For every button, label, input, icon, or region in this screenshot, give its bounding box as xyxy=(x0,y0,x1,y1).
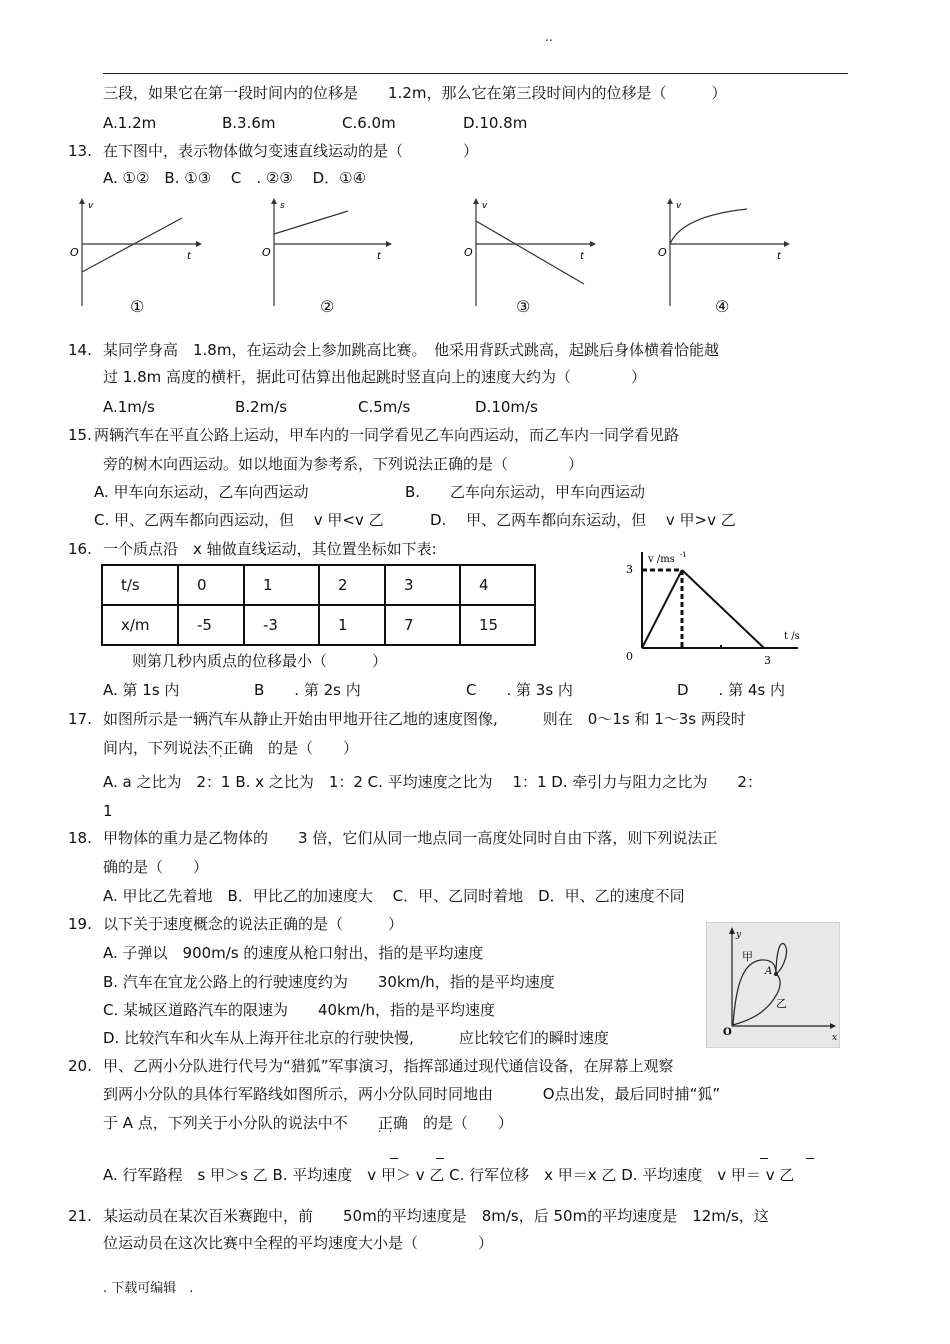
graph-3-caption: ③ xyxy=(516,297,531,316)
graph-2-ylabel: s xyxy=(280,201,285,211)
header-rule xyxy=(103,73,848,74)
q13-number: 13. xyxy=(68,142,92,160)
table-cell: -3 xyxy=(244,605,319,645)
q20-number: 20. xyxy=(68,1057,92,1075)
q16-tail: 则第几秒内质点的位移最小（ ） xyxy=(132,652,388,670)
q12-option-c: C.6.0m xyxy=(342,114,396,132)
q16-option-d: D . 第 4s 内 xyxy=(677,681,785,699)
q19-number: 19. xyxy=(68,915,92,933)
q17-line2 xyxy=(103,738,358,758)
vt-xtick: 3 xyxy=(764,654,771,667)
q15-option-d: D. 甲、乙两车都向东运动，但 v 甲>v 乙 xyxy=(430,511,736,529)
q18-options: A. 甲比乙先着地 B．甲比乙的加速度大 C．甲、乙同时着地 D．甲、乙的速度不同 xyxy=(103,887,685,905)
graph-3-origin: O xyxy=(464,246,473,259)
q18-line1: 甲物体的重力是乙物体的 3 倍，它们从同一地点同一高度处同时自由下落，则下列说法正 xyxy=(103,829,718,847)
q15-option-c: C. 甲、乙两车都向西运动，但 v 甲<v 乙 xyxy=(94,511,384,529)
table-cell: 0 xyxy=(178,565,244,605)
q14-option-c: C.5m/s xyxy=(358,398,411,416)
q17-line1: 如图所示是一辆汽车从静止开始由甲地开往乙地的速度图像, 则在 0～1s 和 1～3s 两段时 xyxy=(103,710,746,728)
q15-line1: 两辆汽车在平直公路上运动，甲车内的一同学看见乙车向西运动，而乙车内一同学看见路 xyxy=(94,426,680,444)
q18-line2: 确的是（ ） xyxy=(103,858,209,876)
q16-option-c: C . 第 3s 内 xyxy=(466,681,573,699)
table-cell: t/s xyxy=(102,565,178,605)
graph-3 xyxy=(462,196,602,316)
path-yi-label: 乙 xyxy=(776,997,787,1010)
graph-3-ylabel: v xyxy=(482,201,488,211)
q19-stem: 以下关于速度概念的说法正确的是（ ） xyxy=(103,915,404,933)
vt-ylabel: v /ms xyxy=(648,554,675,565)
graph-4-curve xyxy=(670,209,747,244)
q16-stem: 一个质点沿 x 轴做直线运动，其位置坐标如下表: xyxy=(103,540,437,558)
table-cell: 1 xyxy=(319,605,385,645)
q15-line2: 旁的树木向西运动。如以地面为参考系，下列说法正确的是（ ） xyxy=(103,455,584,473)
vt-graph xyxy=(618,546,808,670)
q20-line3-c: 的是（ ） xyxy=(422,1114,513,1132)
graph-2-origin: O xyxy=(262,246,271,259)
footer-text: . 下载可编辑 . xyxy=(103,1281,194,1296)
q15-option-b: B. 乙车向东运动，甲车向西运动 xyxy=(405,483,646,501)
q21-line2: 位运动员在这次比赛中全程的平均速度大小是（ ） xyxy=(103,1234,494,1252)
table-cell: 3 xyxy=(385,565,460,605)
q16-number: 16. xyxy=(68,540,92,558)
q13-stem: 在下图中，表示物体做匀变速直线运动的是（ ） xyxy=(103,142,479,160)
graph-4-ylabel: v xyxy=(676,201,682,211)
q12-stem: 三段，如果它在第一段时间内的位移是 1.2m，那么它在第三段时间内的位移是（ ） xyxy=(103,84,727,102)
path-jia-label: 甲 xyxy=(742,950,753,963)
q21-line1: 某运动员在某次百米赛跑中，前 50m的平均速度是 8m/s，后 50m的平均速度是 12m/s，这 xyxy=(103,1207,769,1225)
vt-xlabel: t /s xyxy=(784,631,800,642)
q16-table xyxy=(101,564,536,646)
q13-options: A. ①② B. ①③ C . ②③ D．①④ xyxy=(103,169,367,187)
path-xlabel: x xyxy=(832,1033,838,1043)
q17-number: 17. xyxy=(68,710,92,728)
graph-1-line xyxy=(82,218,182,272)
graph-4-xlabel: t xyxy=(777,251,781,262)
graph-2-line xyxy=(274,211,348,234)
table-cell: x/m xyxy=(102,605,178,645)
q17-line2-c: 的是（ ） xyxy=(268,739,359,757)
q17-line2-a: 间内，下列说法 xyxy=(103,739,209,757)
vt-fall-line xyxy=(682,570,764,648)
graph-4-caption: ④ xyxy=(715,297,730,316)
vt-ytick: 3 xyxy=(626,563,633,576)
table-row xyxy=(102,565,535,605)
q14-option-b: B.2m/s xyxy=(235,398,288,416)
q17-options-cont: 1 xyxy=(103,802,113,820)
table-cell: -5 xyxy=(178,605,244,645)
q15-number: 15. xyxy=(68,426,92,444)
graph-1-origin: O xyxy=(70,246,79,259)
q20-line3 xyxy=(103,1113,513,1133)
table-cell: 15 xyxy=(460,605,535,645)
graph-2-xlabel: t xyxy=(377,251,381,262)
graph-1-ylabel: v xyxy=(88,201,94,211)
graph-2-caption: ② xyxy=(320,297,335,316)
table-cell: 1 xyxy=(244,565,319,605)
q16-option-a: A. 第 1s 内 xyxy=(103,681,180,699)
q16-option-b: B . 第 2s 内 xyxy=(254,681,361,699)
q20-options: A. 行军路程 s 甲＞s 乙 B. 平均速度 v 甲＞ v 乙 C. 行军位移 x 甲＝x 乙 D. 平均速度 v 甲＝ v 乙 xyxy=(103,1166,795,1184)
path-figure xyxy=(706,922,840,1048)
graph-3-xlabel: t xyxy=(580,251,584,262)
path-origin: O xyxy=(723,1027,732,1038)
q20-line2: 到两小分队的具体行军路线如图所示，两小分队同时同地由 O点出发，最后同时捕“狐” xyxy=(103,1085,721,1103)
q17-emphasis: 不正确 · · xyxy=(208,739,253,757)
q12-option-d: D.10.8m xyxy=(463,114,528,132)
graph-3-line xyxy=(476,221,584,284)
graph-1-caption: ① xyxy=(130,297,145,316)
q14-option-a: A.1m/s xyxy=(103,398,155,416)
q14-option-d: D.10m/s xyxy=(475,398,538,416)
q12-option-b: B.3.6m xyxy=(222,114,276,132)
q20-line3-a: 于 A 点，下列关于小分队的说法中不 xyxy=(103,1114,378,1132)
q19-option-a: A. 子弹以 900m/s 的速度从枪口射出，指的是平均速度 xyxy=(103,944,484,962)
q12-option-a: A.1.2m xyxy=(103,114,157,132)
vt-rise-line xyxy=(642,570,682,648)
table-cell: 4 xyxy=(460,565,535,605)
q19-option-d: D. 比较汽车和火车从上海开往北京的行驶快慢, 应比较它们的瞬时速度 xyxy=(103,1029,609,1047)
q19-option-c: C. 某城区道路汽车的限速为 40km/h，指的是平均速度 xyxy=(103,1001,495,1019)
q17-options: A. a 之比为 2：1 B. x 之比为 1：2 C. 平均速度之比为 1：1 D. 牵引力与阻力之比为 2： xyxy=(103,773,762,791)
header-dots: .. xyxy=(545,30,553,44)
q20-line1: 甲、乙两小分队进行代号为“猎狐”军事演习，指挥部通过现代通信设备，在屏幕上观察 xyxy=(103,1057,674,1075)
q20-emphasis: 正确 · · xyxy=(378,1114,408,1132)
q14-line2: 过 1.8m 高度的横杆，据此可估算出他起跳时竖直向上的速度大约为（ ） xyxy=(103,368,647,386)
q15-option-a: A. 甲车向东运动，乙车向西运动 xyxy=(94,483,309,501)
q14-number: 14. xyxy=(68,341,92,359)
vt-origin: 0 xyxy=(626,650,633,663)
graph-1-xlabel: t xyxy=(187,251,191,262)
path-ylabel: y xyxy=(736,930,742,940)
q18-number: 18. xyxy=(68,829,92,847)
table-row xyxy=(102,605,535,645)
vt-yexp: -1 xyxy=(680,551,687,559)
table-cell: 7 xyxy=(385,605,460,645)
point-a xyxy=(774,972,778,976)
table-cell: 2 xyxy=(319,565,385,605)
graph-4-origin: O xyxy=(658,246,667,259)
q21-number: 21. xyxy=(68,1207,92,1225)
path-a-label: A xyxy=(765,966,773,977)
q19-option-b: B. 汽车在宜龙公路上的行驶速度约为 30km/h，指的是平均速度 xyxy=(103,973,555,991)
q14-line1: 某同学身高 1.8m，在运动会上参加跳高比赛。 他采用背跃式跳高，起跳后身体横着恰能越 xyxy=(103,341,719,359)
